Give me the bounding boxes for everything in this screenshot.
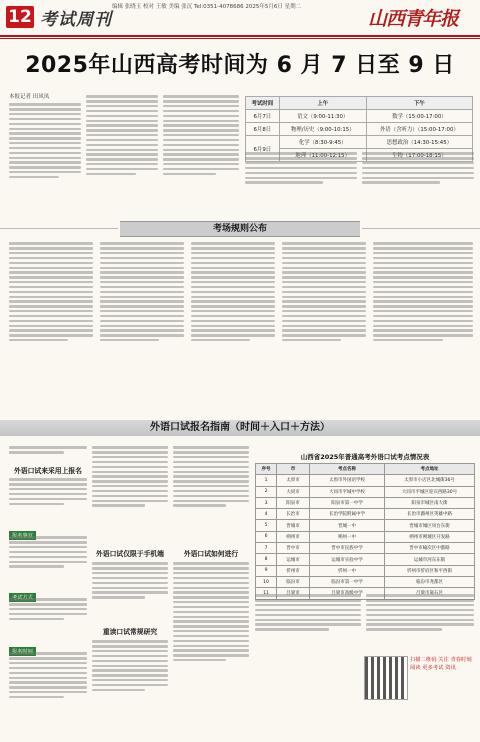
table-cell: 6月8日 bbox=[246, 123, 280, 136]
table-cell: 地理（11:00-12:15） bbox=[279, 149, 366, 162]
tag-label: 考试方式 bbox=[9, 584, 36, 603]
table-cell: 物理/历史（9:00-10:15） bbox=[279, 123, 366, 136]
table-header: 上午 bbox=[279, 97, 366, 110]
article-column-3 bbox=[163, 93, 239, 219]
table-cell: 11 bbox=[256, 588, 277, 599]
article-column-1 bbox=[9, 101, 81, 219]
table-cell: 阳泉市第一中学 bbox=[310, 497, 385, 508]
masthead-rule-thin bbox=[0, 38, 480, 39]
table-header: 考点地址 bbox=[385, 464, 475, 475]
table-cell: 运城市河东东街 bbox=[385, 554, 475, 565]
table-row bbox=[246, 110, 473, 123]
table-row bbox=[246, 123, 473, 136]
rules-column-4 bbox=[282, 240, 366, 390]
table-cell: 1 bbox=[256, 475, 277, 486]
table-cell: 吕梁市离石区 bbox=[385, 588, 475, 599]
table-cell: 数学（15:00-17:00） bbox=[366, 110, 472, 123]
table-cell: 忻州市 bbox=[277, 565, 310, 576]
table-cell: 长治学院附属中学 bbox=[310, 509, 385, 520]
table-cell: 晋中市 bbox=[277, 543, 310, 554]
page-number: 12 bbox=[6, 6, 34, 28]
table-header: 市 bbox=[277, 464, 310, 475]
table-cell: 大同市平城中学校 bbox=[310, 486, 385, 497]
tag-label: 报名事宜 bbox=[9, 522, 36, 541]
divider bbox=[0, 228, 118, 229]
table-cell: 忻州市忻府区和平西街 bbox=[385, 565, 475, 576]
table-cell: 太原市小店区北城街36号 bbox=[385, 475, 475, 486]
table-row bbox=[256, 543, 475, 554]
rules-column-5 bbox=[373, 240, 473, 390]
article-column-2 bbox=[86, 93, 158, 219]
table-cell: 阳泉市城区南大街 bbox=[385, 497, 475, 508]
table-header: 考试时间 bbox=[246, 97, 280, 110]
table-header: 下午 bbox=[366, 97, 472, 110]
qr-code[interactable] bbox=[364, 656, 408, 700]
byline: 本报记者 田凤凤 bbox=[9, 94, 50, 100]
table-cell: 忻州一中 bbox=[310, 565, 385, 576]
table-cell: 朔州市朔城区开发路 bbox=[385, 531, 475, 542]
table-row bbox=[256, 475, 475, 486]
table-cell: 6 bbox=[256, 531, 277, 542]
table-cell: 8 bbox=[256, 554, 277, 565]
table-cell: 太原市外国语学校 bbox=[310, 475, 385, 486]
oral-column-2a bbox=[92, 444, 168, 544]
table-row bbox=[256, 576, 475, 587]
subheading: 外语口试如何进行 bbox=[183, 550, 239, 558]
table-header-row bbox=[246, 97, 473, 110]
oral-column-1d bbox=[9, 650, 87, 730]
oral-column-1c bbox=[9, 596, 87, 636]
table-cell: 长治市潞州区英雄中路 bbox=[385, 509, 475, 520]
table-header: 序号 bbox=[256, 464, 277, 475]
table-cell: 吕梁市 bbox=[277, 588, 310, 599]
table-cell: 晋城一中 bbox=[310, 520, 385, 531]
subheading: 外语口试来采用上报名 bbox=[14, 467, 82, 475]
oral-column-2c bbox=[92, 638, 168, 730]
table-cell: 太原市 bbox=[277, 475, 310, 486]
table-cell: 临汾市 bbox=[277, 576, 310, 587]
oral-column-1a bbox=[9, 476, 87, 520]
table-cell: 运城市实验中学 bbox=[310, 554, 385, 565]
table-cell: 吕梁市高级中学 bbox=[310, 588, 385, 599]
table-row bbox=[256, 486, 475, 497]
table-cell: 9 bbox=[256, 565, 277, 576]
oral-column-3b bbox=[173, 560, 249, 730]
table-row bbox=[256, 509, 475, 520]
exam-points-table bbox=[255, 463, 475, 600]
oral-column-1b bbox=[9, 534, 87, 582]
table-cell: 4 bbox=[256, 509, 277, 520]
tag-label: 报名时间 bbox=[9, 638, 36, 657]
table-cell: 语文（9:00-11:30） bbox=[279, 110, 366, 123]
section-heading-rules: 考场规则公布 bbox=[120, 221, 360, 237]
table-cell: 大同市平城区迎宾西路30号 bbox=[385, 486, 475, 497]
table-cell: 晋中市榆次区中都路 bbox=[385, 543, 475, 554]
table-row bbox=[256, 497, 475, 508]
table-row bbox=[256, 554, 475, 565]
table-cell: 思想政治（14:30-15:45） bbox=[366, 136, 472, 149]
oral-column-5 bbox=[366, 592, 474, 652]
table-cell: 晋城市城区凤台东街 bbox=[385, 520, 475, 531]
table-cell: 外语（含听力）（15:00-17:00） bbox=[366, 123, 472, 136]
divider bbox=[362, 228, 480, 229]
oral-intro bbox=[9, 444, 87, 460]
masthead-rule bbox=[0, 35, 480, 37]
table-cell: 晋中市民族中学 bbox=[310, 543, 385, 554]
table-cell: 朔州一中 bbox=[310, 531, 385, 542]
qr-caption: 扫描二维码 关注 青春时刻 阅读 更多考试 资讯 bbox=[410, 657, 472, 671]
rules-column-3 bbox=[191, 240, 275, 390]
table-header: 考点名称 bbox=[310, 464, 385, 475]
section-title: 考试周刊 bbox=[40, 10, 112, 30]
article-column-4 bbox=[245, 150, 357, 200]
oral-column-3a bbox=[173, 444, 249, 544]
newspaper-logo: 山西青年报 bbox=[368, 8, 459, 30]
table-cell: 临汾市第一中学 bbox=[310, 576, 385, 587]
table-cell: 6月7日 bbox=[246, 110, 280, 123]
table-cell: 大同市 bbox=[277, 486, 310, 497]
table-header-row bbox=[256, 464, 475, 475]
table-cell: 7 bbox=[256, 543, 277, 554]
table-cell: 朔州市 bbox=[277, 531, 310, 542]
table-cell: 10 bbox=[256, 576, 277, 587]
oral-column-4 bbox=[255, 592, 361, 652]
table-row bbox=[256, 565, 475, 576]
rules-column-1 bbox=[9, 240, 93, 390]
subheading: 重读口试常规研究 bbox=[102, 628, 158, 636]
table-row bbox=[246, 136, 473, 149]
masthead-meta: 编辑 张晓玉 校对 王敏 美编 张沉 Tel:0351-4078686 2025年5月6日 星期二 bbox=[112, 4, 302, 10]
table-cell: 运城市 bbox=[277, 554, 310, 565]
table-row bbox=[256, 520, 475, 531]
table-cell: 晋城市 bbox=[277, 520, 310, 531]
table-cell: 3 bbox=[256, 497, 277, 508]
table-cell: 2 bbox=[256, 486, 277, 497]
main-headline: 2025年山西高考时间为 6 月 7 日至 9 日 bbox=[25, 53, 455, 78]
exam-points-title: 山西省2025年普通高考外语口试考点情况表 bbox=[300, 453, 430, 461]
table-row bbox=[256, 531, 475, 542]
table-cell: 临汾市尧都区 bbox=[385, 576, 475, 587]
table-cell: 长治市 bbox=[277, 509, 310, 520]
section-heading-oral-exam: 外语口试报名指南（时间＋入口＋方法） bbox=[0, 420, 480, 436]
article-column-5 bbox=[362, 150, 474, 200]
oral-column-2b bbox=[92, 560, 168, 620]
table-cell: 化学（8:30-9:45） bbox=[279, 136, 366, 149]
table-cell: 6月9日 bbox=[246, 136, 280, 162]
table-cell: 5 bbox=[256, 520, 277, 531]
table-cell: 生物（17:00-18:15） bbox=[366, 149, 472, 162]
subheading: 外语口试仅限于手机端 bbox=[96, 550, 164, 558]
rules-column-2 bbox=[100, 240, 184, 390]
table-cell: 阳泉市 bbox=[277, 497, 310, 508]
